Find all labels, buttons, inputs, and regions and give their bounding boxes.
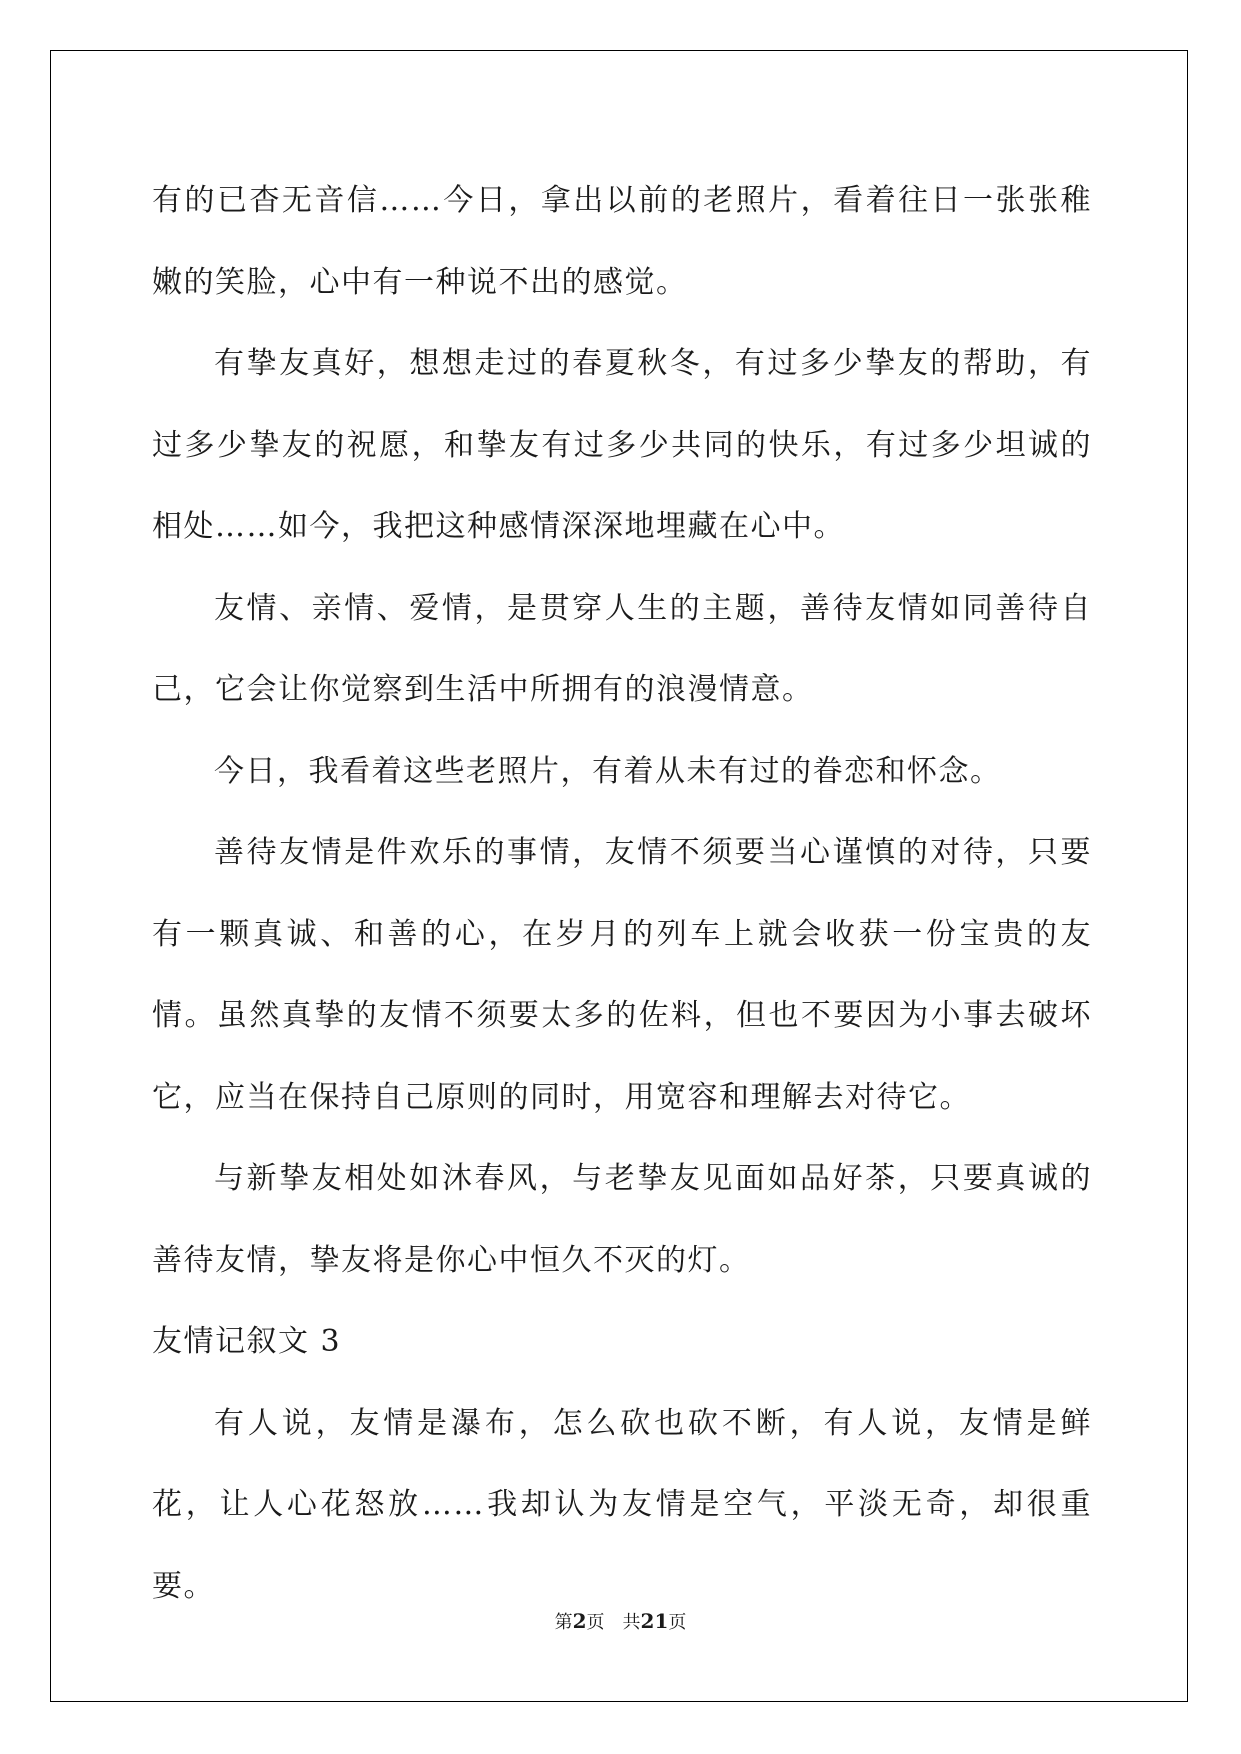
paragraph: 与新挚友相处如沐春风，与老挚友见面如品好茶，只要真诚的善待友情，挚友将是你心中恒久不灭的灯。 [152, 1161, 1092, 1278]
footer-total-prefix: 共 [622, 1612, 641, 1633]
paragraph: 有的已杳无音信……今日，拿出以前的老照片，看着往日一张张稚嫩的笑脸，心中有一种说不出的感觉。 [152, 183, 1092, 300]
document-body [152, 160, 1092, 1627]
page-footer [0, 1608, 1241, 1634]
footer-total-pages: 21 [640, 1609, 669, 1633]
paragraph: 善待友情是件欢乐的事情，友情不须要当心谨慎的对待，只要有一颗真诚、和善的心，在岁月的列车上就会收获一份宝贵的友情。虽然真挚的友情不须要太多的佐料，但也不要因为小事去破坏它，应当在保持自己原则的同时，用宽容和理解去对待它。 [152, 835, 1092, 1115]
paragraph: 有挚友真好，想想走过的春夏秋冬，有过多少挚友的帮助，有过多少挚友的祝愿，和挚友有过多少共同的快乐，有过多少坦诚的相处……如今，我把这种感情深深地埋藏在心中。 [152, 346, 1092, 544]
paragraph: 今日，我看着这些老照片，有着从未有过的眷恋和怀念。 [214, 753, 1002, 789]
footer-total-suffix: 页 [668, 1612, 687, 1633]
paragraph: 有人说，友情是瀑布，怎么砍也砍不断，有人说，友情是鲜花，让人心花怒放……我却认为友情是空气，平淡无奇，却很重要。 [152, 1405, 1092, 1604]
section-title: 友情记叙文 3 [152, 1324, 342, 1359]
footer-page-suffix: 页 [586, 1612, 605, 1633]
footer-page-number: 2 [572, 1609, 587, 1633]
footer-page-prefix: 第 [554, 1612, 573, 1633]
paragraph: 友情、亲情、爱情，是贯穿人生的主题，善待友情如同善待自己，它会让你觉察到生活中所拥有的浪漫情意。 [152, 590, 1092, 707]
